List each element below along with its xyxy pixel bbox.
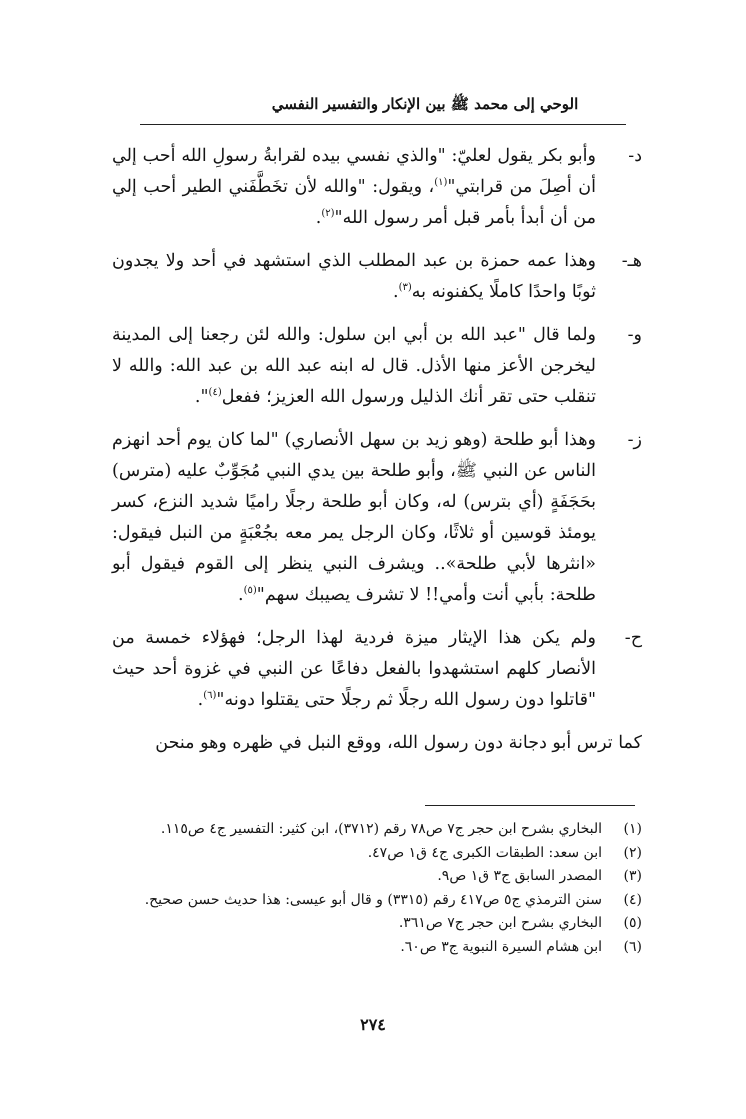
item-text-end: ".: [194, 387, 209, 407]
continuation-paragraph: كما ترس أبو دجانة دون رسول الله، ووقع النبل في ظهره وهو منحن: [155, 733, 642, 753]
footnote-ref[interactable]: (١): [434, 177, 448, 189]
footnote-text: سنن الترمذي ج٥ ص٤١٧ رقم (٣٣١٥) و قال أبو عيسى: هذا حديث حسن صحيح.: [144, 891, 602, 908]
footnote-number: (٦): [623, 938, 642, 955]
header-rule: [140, 124, 626, 125]
page-number: ٢٧٤: [360, 1015, 386, 1034]
item-text-end: .: [238, 585, 244, 605]
item-text-end: .: [315, 208, 322, 228]
item-marker: هـ-: [621, 251, 642, 271]
list-item-zay: [112, 425, 642, 611]
footnote-number: (٣): [623, 868, 642, 884]
list-item-ha-dot: [112, 623, 642, 716]
footnote: [112, 889, 642, 913]
footnote-text: البخاري بشرح ابن حجر ج٧ ص٧٨ رقم (٣٧١٢)، ابن كثير: التفسير ج٤ ص١١٥.: [160, 821, 602, 837]
item-text-end: .: [197, 690, 204, 710]
list-item-ha: [112, 246, 642, 308]
footnote-ref[interactable]: (٦): [203, 690, 217, 702]
item-marker: و-: [627, 325, 642, 345]
footnote-number: (٤): [623, 891, 642, 908]
footnote-number: (٥): [623, 915, 642, 931]
item-marker: ح-: [624, 628, 642, 648]
footnote-text: البخاري بشرح ابن حجر ج٧ ص٣٦١.: [398, 915, 602, 931]
item-text: [112, 320, 596, 413]
item-text: [112, 623, 596, 716]
item-text: [112, 141, 596, 234]
footnote-number: (١): [623, 821, 642, 837]
footnote-ref[interactable]: (٣): [398, 282, 412, 294]
main-text: [112, 141, 642, 759]
footnote-rule: [425, 805, 635, 806]
footnote: [112, 842, 642, 866]
footnote-text: ابن هشام السيرة النبوية ج٣ ص٦٠.: [400, 938, 602, 955]
footnote: [112, 818, 642, 842]
item-text-part: ولم يكن هذا الإيثار ميزة فردية لهذا الرجل؛ فهؤلاء خمسة من الأنصار كلهم استشهدوا بالفعل دفاعًا عن النبي في غزوة أحد حيث "قاتلوا دون رسول الله رجلًا ثم رجلًا حتى يقتلوا دونه": [112, 628, 596, 710]
footnote: [112, 912, 642, 936]
footnote-text: المصدر السابق ج٣ ق١ ص٩.: [437, 868, 602, 884]
footnote: [112, 865, 642, 889]
item-text-part: ولما قال "عبد الله بن أبي ابن سلول: والله لئن رجعنا إلى المدينة ليخرجن الأعز منها الأذل. قال له ابنه عبد الله بن عبد الله: والله لا تنقلب حتى تقر أنك الذليل ورسول الله العزيز؛ ففعل: [112, 325, 596, 407]
footnote-text: ابن سعد: الطبقات الكبرى ج٤ ق١ ص٤٧.: [367, 844, 602, 861]
item-text: [112, 246, 596, 308]
item-text: [112, 425, 596, 611]
item-text-part: وأبو بكر يقول لعليّ: "والذي نفسي بيده لقرابةُ رسولِ الله أحب إلي أن أصِلَ من قرابتي": [112, 146, 596, 197]
item-text-part: وهذا أبو طلحة (وهو زيد بن سهل الأنصاري) "لما كان يوم أحد انهزم الناس عن النبي ﷺ، وأبو طلحة بين يدي النبي مُجَوِّبٌ عليه (مترس) بحَجَفَةٍ (أي بترس) له، وكان أبو طلحة رجلًا راميًا شديد النزع، كسر يومئذ قوسين أو ثلاثًا، وكان الرجل يمر معه بجُعْبَةٍ من النبل فيقول: «انثرها لأبي طلحة».. ويشرف النبي ينظر إلى القوم فيقول أبو طلحة: بأبي أنت وأمي!! لا تشرف يصيبك سهم": [112, 430, 596, 605]
item-marker: ز-: [627, 430, 642, 450]
footnote-number: (٢): [623, 844, 642, 861]
item-marker: د-: [628, 146, 642, 166]
footnote-ref[interactable]: (٤): [208, 387, 222, 399]
running-head: الوحي إلى محمد ﷺ بين الإنكار والتفسير النفسي: [271, 95, 579, 113]
footnote-ref[interactable]: (٢): [321, 208, 335, 220]
list-item-dal: [112, 141, 642, 234]
footnotes: [112, 818, 642, 959]
item-text-part: ، ويقول: "والله لأن تخَطَّفَني الطير أحب إلي من أن أبدأ بأمر قبل أمر رسول الله": [112, 177, 596, 228]
item-text-end: .: [392, 282, 399, 302]
item-text-part: وهذا عمه حمزة بن عبد المطلب الذي استشهد في أحد ولا يجدون ثوبًا واحدًا كاملًا يكفنونه به: [112, 251, 596, 302]
footnote-ref[interactable]: (٥): [243, 585, 257, 597]
footnote: [112, 936, 642, 960]
list-item-waw: [112, 320, 642, 413]
